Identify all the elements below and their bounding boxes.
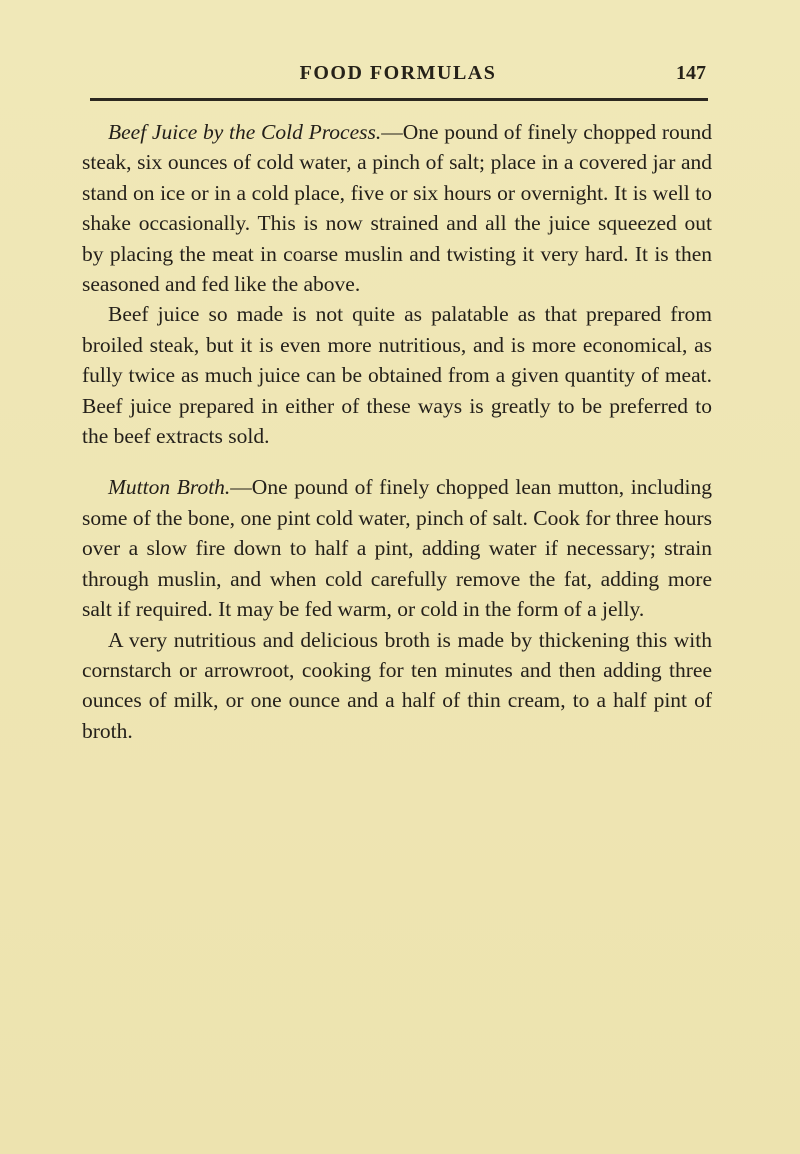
- section-heading-mutton-broth: Mutton Broth.: [108, 475, 231, 500]
- section-heading-beef-juice: Beef Juice by the Cold Process.: [108, 120, 382, 144]
- paragraph-thickened-broth: [82, 625, 712, 747]
- running-title: FOOD FORMULAS: [299, 62, 497, 84]
- paragraph-beef-juice: [82, 117, 712, 299]
- running-head: [88, 62, 708, 88]
- paragraph-text: A very nutritious and delicious broth is made by thickening this with cornstarch or arrowroot, cooking for ten minutes and then adding three ounces of milk, or one ounce and a half of thin cream, to a half pint of broth.: [82, 627, 712, 743]
- paragraph-text: —One pound of finely chopped round steak, six ounces of cold water, a pinch of salt; place in a covered jar and stand on ice or in a cold place, five or six hours or overnight. It is well to shake occasionally. This is now strained and all the juice squeezed out by placing the meat in coarse muslin and twisting it very hard. It is then seasoned and fed like the above.: [82, 120, 712, 297]
- paragraph-beef-juice-comparison: [82, 299, 712, 451]
- paragraph-text: Beef juice so made is not quite as palatable as that prepared from broiled steak, but it is even more nutritious, and is more economical, as fully twice as much juice can be obtained from a given quantity of meat. Beef juice prepared in either of these ways is greatly to be preferred to the beef extracts sold.: [82, 302, 712, 449]
- paragraph-mutton-broth: [82, 472, 712, 624]
- paragraph-text: —One pound of finely chopped lean mutton, including some of the bone, one pint cold water, pinch of salt. Cook for three hours over a slow fire down to half a pint, adding water if necessary; strain through muslin, and when cold carefully remove the fat, adding more salt if required. It may be fed warm, or cold in the form of a jelly.: [82, 475, 712, 622]
- page-number: 147: [676, 62, 706, 84]
- header-rule: [90, 98, 708, 101]
- body-text: [82, 117, 712, 746]
